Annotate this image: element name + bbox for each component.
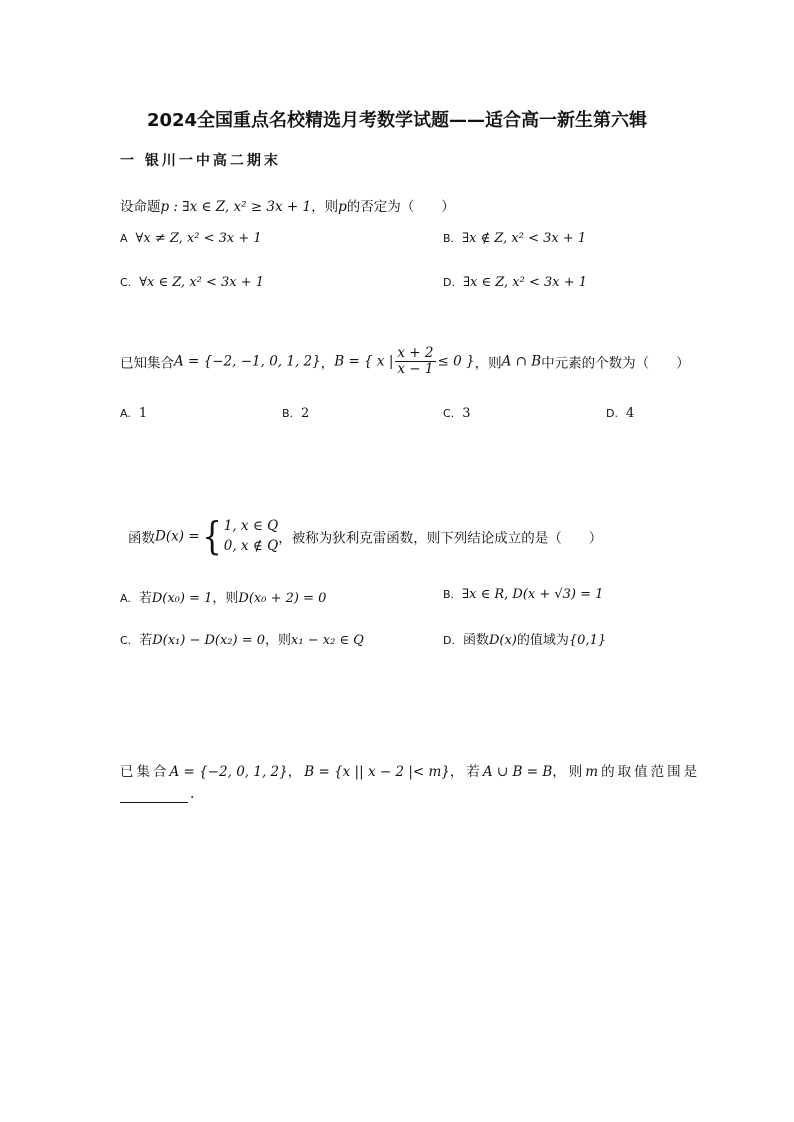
q2-stem-post: 中元素的个数为（ ） bbox=[541, 355, 690, 372]
q2-option-d[interactable] bbox=[606, 406, 634, 421]
q1-option-a[interactable] bbox=[120, 231, 262, 246]
q1-option-d[interactable] bbox=[443, 275, 587, 290]
q4-mid-2: ，则 bbox=[552, 764, 586, 780]
option-label: D. bbox=[443, 634, 455, 647]
question-2-stem bbox=[120, 346, 690, 377]
option-mid: 的值域为 bbox=[516, 633, 569, 648]
q4-var: m bbox=[585, 764, 602, 780]
q2-fraction bbox=[395, 346, 435, 377]
q4-set-b: B = {x || x − 2 |< m} bbox=[304, 764, 450, 780]
q3-option-c[interactable] bbox=[120, 629, 364, 648]
q4-union: A ∪ B = B bbox=[482, 764, 553, 780]
option-pre: 若 bbox=[139, 633, 153, 648]
q3-case-1: 1, x ∈ Q bbox=[223, 518, 279, 534]
q4-answer-line bbox=[120, 786, 194, 803]
q4-stem-post: 的取值范围是 bbox=[601, 764, 701, 780]
q2-option-c[interactable] bbox=[443, 406, 470, 421]
q4-stem-pre: 已集合 bbox=[120, 764, 170, 780]
q2-option-a[interactable] bbox=[120, 406, 147, 421]
option-text: 4 bbox=[625, 406, 635, 421]
page-title: 2024全国重点名校精选月考数学试题——适合高一新生第六辑 bbox=[146, 110, 648, 131]
q1-stem-post: 的否定为（ ） bbox=[346, 199, 455, 215]
option-label: D. bbox=[443, 276, 455, 289]
q4-mid-1: ，若 bbox=[449, 764, 483, 780]
fraction-denominator: x − 1 bbox=[397, 360, 434, 377]
q3-case-2: 0, x ∉ Q bbox=[223, 538, 279, 555]
q3-stem-post: ，被称为狄利克雷函数，则下列结论成立的是（ ） bbox=[278, 530, 603, 547]
q4-set-a: A = {−2, 0, 1, 2} bbox=[169, 764, 288, 780]
option-text: ∀x ≠ Z, x² < 3x + 1 bbox=[135, 231, 262, 246]
option-pre: 若 bbox=[138, 591, 152, 606]
fraction-numerator: x + 2 bbox=[397, 345, 434, 361]
option-label: A bbox=[120, 232, 128, 245]
q2-set-b-pre: B = { x | bbox=[334, 353, 394, 370]
q3-option-a[interactable] bbox=[120, 587, 326, 606]
q2-option-b[interactable] bbox=[282, 406, 309, 421]
section-heading: 一 银川一中高二期末 bbox=[120, 153, 281, 169]
option-mid: ，则 bbox=[265, 633, 292, 648]
option-math-1: D(x) bbox=[488, 633, 517, 648]
question-3-stem bbox=[128, 516, 602, 557]
option-text: ∃x ∈ Z, x² < 3x + 1 bbox=[462, 275, 588, 290]
option-label: B. bbox=[443, 232, 455, 245]
q2-stem-pre: 已知集合 bbox=[120, 355, 174, 372]
option-label: C. bbox=[443, 407, 455, 420]
q2-set-a: A = {−2, −1, 0, 1, 2} bbox=[174, 353, 321, 370]
option-math-2: D(x₀ + 2) = 0 bbox=[238, 591, 327, 606]
option-mid: ，则 bbox=[212, 591, 239, 606]
option-text: ∀x ∈ Z, x² < 3x + 1 bbox=[139, 275, 265, 290]
option-math-2: {0,1} bbox=[568, 633, 607, 648]
q3-stem-pre: 函数 bbox=[128, 530, 155, 547]
q3-func: D(x) = bbox=[155, 528, 200, 545]
option-text: 2 bbox=[301, 406, 310, 421]
option-text: ∃x ∉ Z, x² < 3x + 1 bbox=[462, 231, 587, 246]
left-brace-icon: { bbox=[201, 514, 222, 559]
option-text: 1 bbox=[138, 406, 148, 421]
option-math-2: x₁ − x₂ ∈ Q bbox=[291, 633, 364, 648]
option-label: B. bbox=[443, 588, 455, 601]
option-pre: 函数 bbox=[462, 633, 489, 648]
q1-option-c[interactable] bbox=[120, 275, 264, 290]
q2-comma: ， bbox=[320, 355, 335, 372]
q4-tail: . bbox=[190, 786, 195, 802]
question-4-stem bbox=[120, 760, 700, 780]
q1-proposition: p : ∃x ∈ Z, x² ≥ 3x + 1 bbox=[160, 199, 312, 215]
option-label: A. bbox=[120, 407, 131, 420]
option-text: 3 bbox=[462, 406, 471, 421]
q4-comma: ， bbox=[287, 764, 305, 780]
q3-option-b[interactable] bbox=[443, 587, 603, 602]
option-math-1: D(x₁) − D(x₂) = 0 bbox=[152, 633, 266, 648]
option-label: C. bbox=[120, 634, 132, 647]
q1-option-b[interactable] bbox=[443, 231, 586, 246]
option-label: C. bbox=[120, 276, 132, 289]
q3-piecewise bbox=[224, 516, 278, 557]
option-math-1: ∃x ∈ R, D(x + √3) = 1 bbox=[462, 587, 604, 602]
option-label: D. bbox=[606, 407, 618, 420]
q2-intersection: A ∩ B bbox=[501, 353, 542, 370]
option-label: A. bbox=[120, 592, 131, 605]
q1-stem-mid: ，则 bbox=[311, 199, 339, 215]
answer-blank[interactable] bbox=[120, 786, 188, 803]
q1-stem-pre: 设命题 bbox=[120, 199, 161, 215]
q2-set-b-post: ≤ 0 } bbox=[437, 353, 475, 370]
q2-stem-mid: ，则 bbox=[474, 355, 502, 372]
q1-var: p bbox=[338, 199, 347, 215]
option-math-1: D(x₀) = 1 bbox=[151, 591, 213, 606]
question-1-stem bbox=[120, 195, 455, 215]
q3-option-d[interactable] bbox=[443, 629, 606, 648]
option-label: B. bbox=[282, 407, 294, 420]
